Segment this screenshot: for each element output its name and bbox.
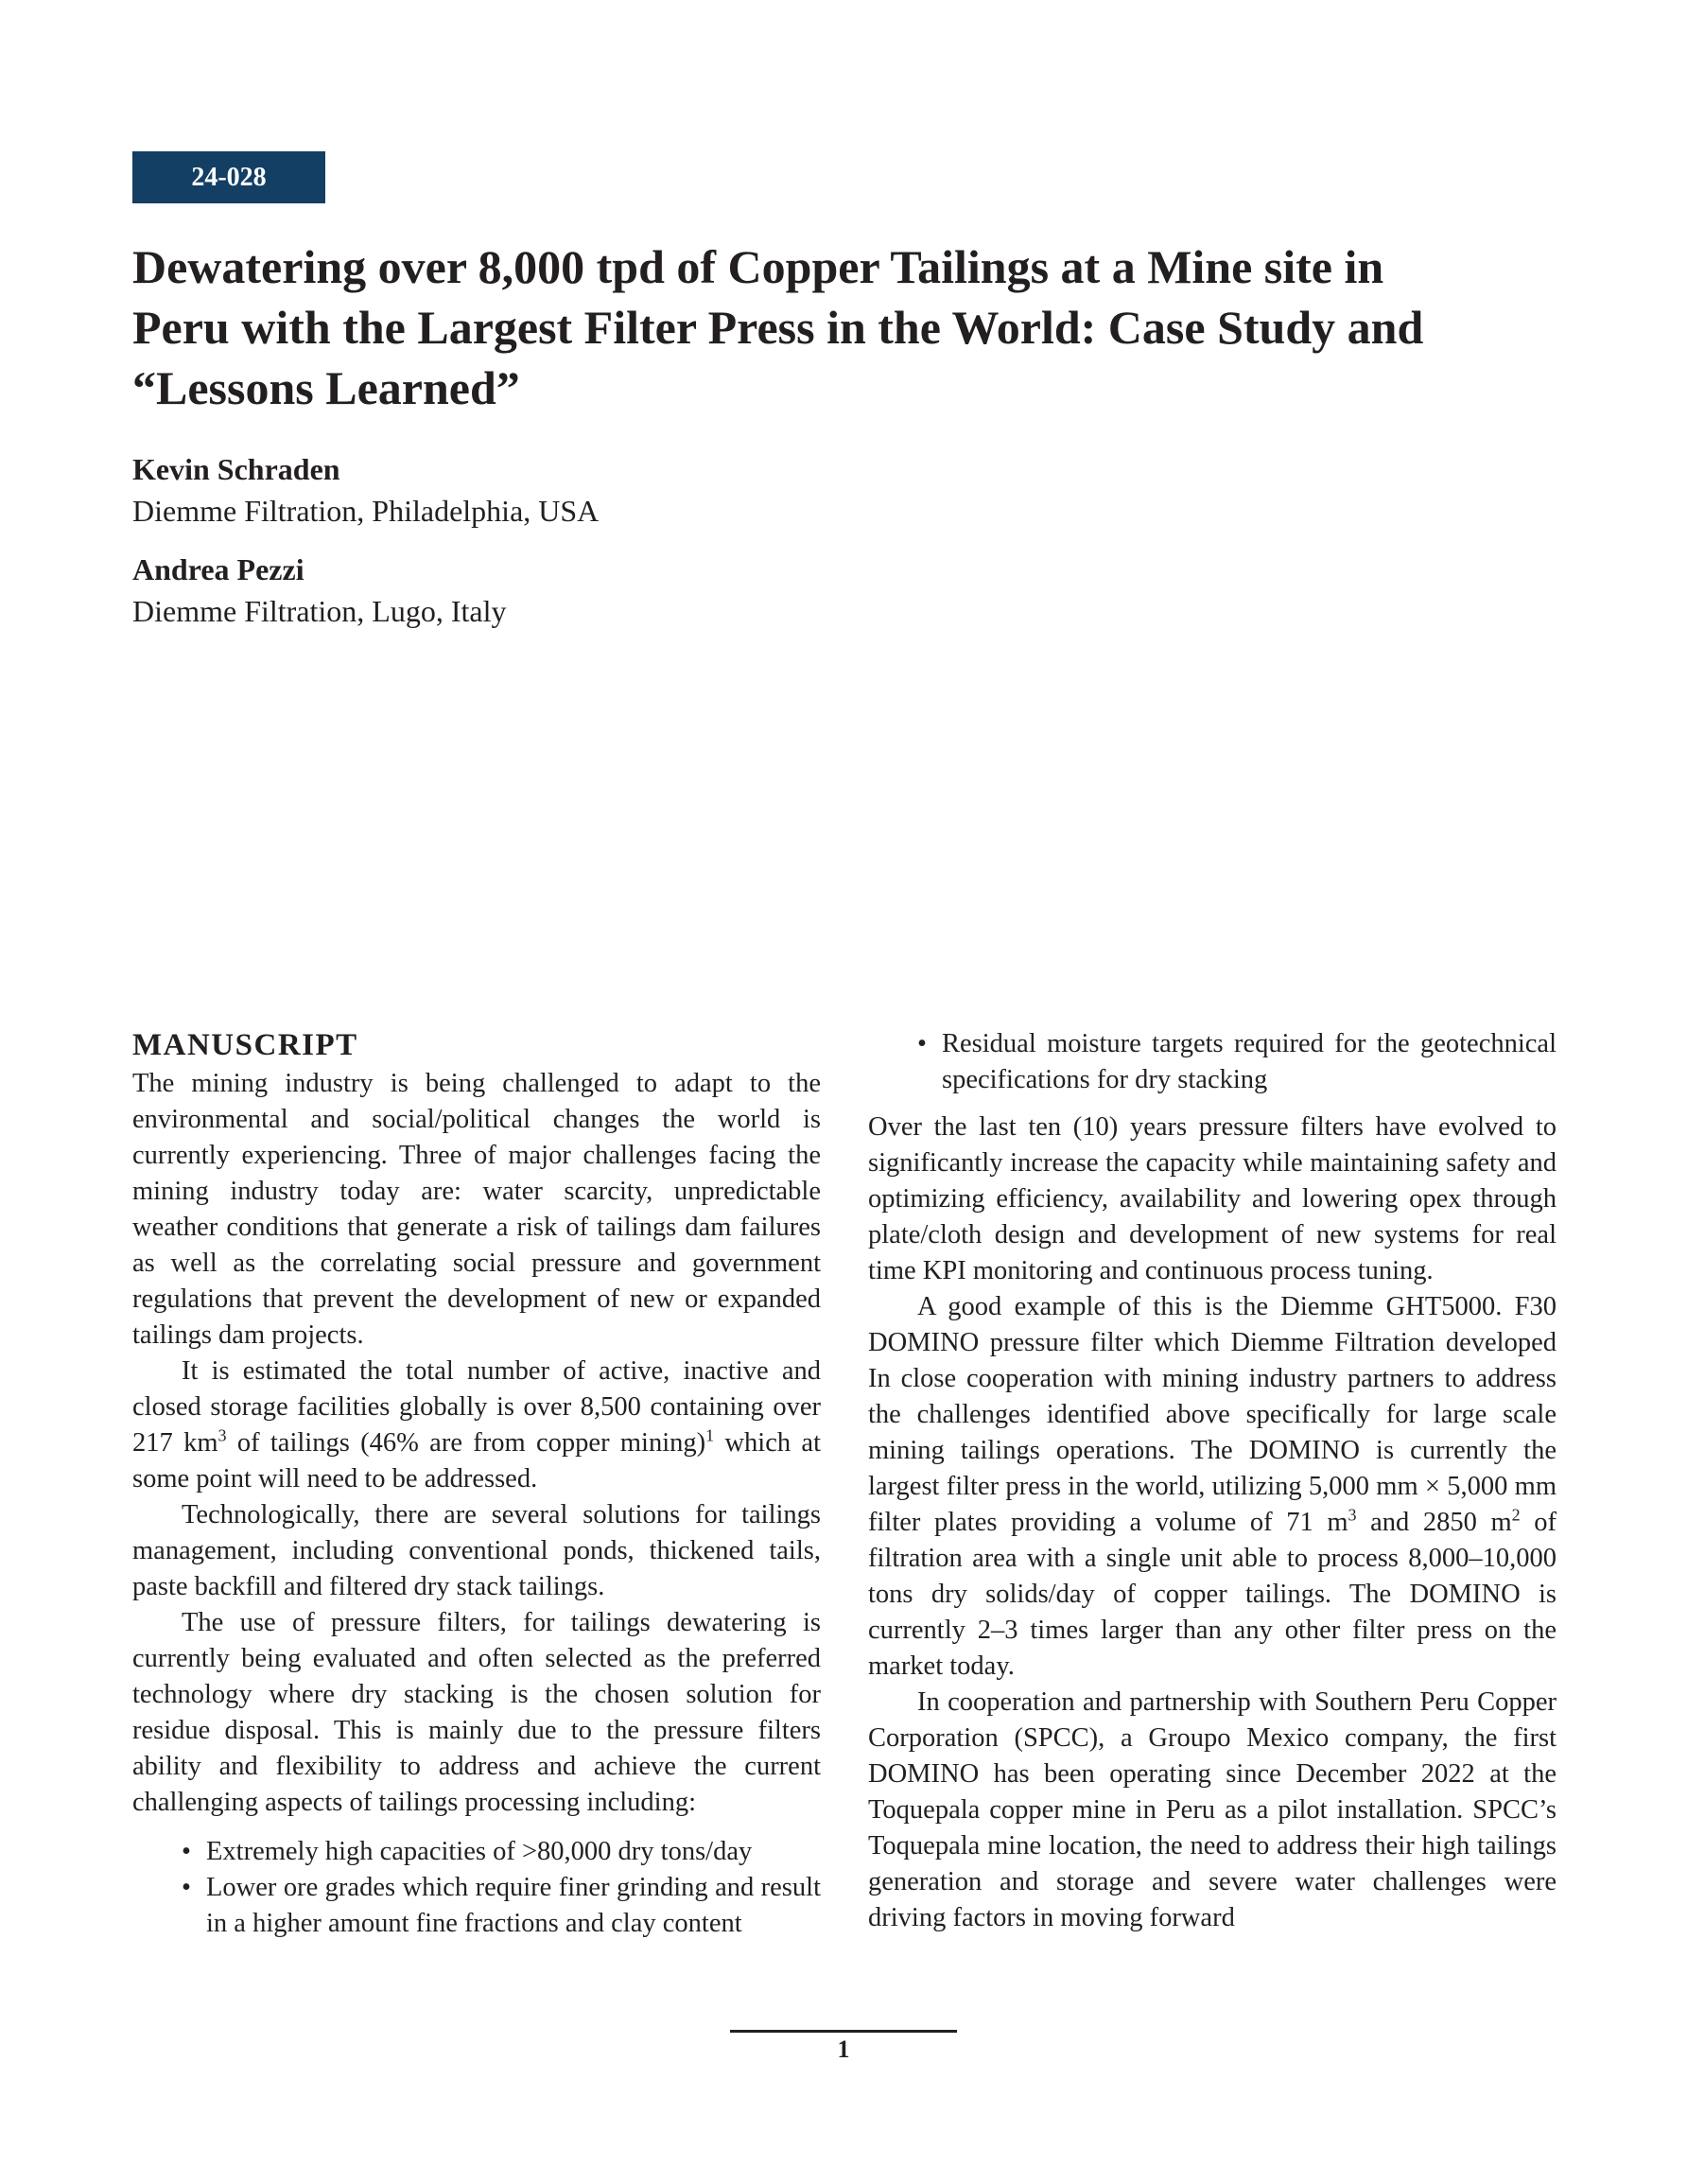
bullet-icon: • [182,1837,191,1866]
paper-number-badge: 24-028 [132,151,325,203]
paragraph: In cooperation and partnership with Southern Peru Copper Corporation (SPCC), a Groupo Mexico company, the first DOMINO has been operating since December 2022 at the Toquepala copper mine in Peru as a pilot installation. SPCC’s Toquepala mine location, the need to address their high tailings generation and storage and severe water challenges were driving factors in moving forward [868,1687,1557,1932]
author-affiliation: Diemme Filtration, Lugo, Italy [132,594,507,628]
author-name: Kevin Schraden [132,452,340,486]
paragraph: A good example of this is the Diemme GHT5000. F30 DOMINO pressure filter which Diemme Filtration developed In close cooperation with mining industry partners to address the challenges identified above specifically for large scale mining tailings operations. The DOMINO is currently the largest filter press in the world, utilizing 5,000 mm × 5,000 mm filter plates providing a volume of 71 $m^3$ and 2850 $m^2$ of filtration area with a single unit able to process 8,000–10,000 tons dry solids/day of copper tailings. The DOMINO is currently 2–3 times larger than any other filter press on the market today. [868,1292,1557,1681]
superscript: 3 [1348,1505,1357,1525]
bullet-icon: • [182,1873,191,1902]
paragraph: Over the last ten (10) years pressure filters have evolved to significantly increase the capacity while maintaining safety and optimizing efficiency, availability and lowering opex through plate/cloth design and development of new systems for real time KPI monitoring and continuous process tuning. [868,1112,1557,1285]
section-heading: MANUSCRIPT [132,1028,358,1062]
author-affiliation: Diemme Filtration, Philadelphia, USA [132,494,600,528]
list-item: • Extremely high capacities of >80,000 dry tons/day [206,1834,821,1870]
right-column [868,1026,1557,1936]
paper-title [132,236,1513,418]
title-line: Dewatering over 8,000 tpd of Copper Tailings at a Mine site in [132,240,1384,293]
title-line: “Lessons Learned” [132,361,520,414]
superscript: 3 [217,1425,227,1445]
paragraph: Technologically, there are several solutions for tailings management, including conventional ponds, thickened tails, paste backfill and filtered dry stack tailings. [132,1500,821,1601]
paragraph: The use of pressure filters, for tailings dewatering is currently being evaluated and often selected as the preferred technology where dry stacking is the chosen solution for residue disposal. This is mainly due to the pressure filters ability and flexibility to address and achieve the current challenging aspects of tailings processing including: [132,1608,821,1817]
author-name: Andrea Pezzi [132,552,304,586]
footer-rule [730,2030,957,2033]
bullet-list [132,1834,821,1942]
superscript: 2 [1511,1505,1521,1525]
list-item: • Lower ore grades which require finer grinding and result in a higher amount fine fractions and clay content [206,1870,821,1942]
paragraph: It is estimated the total number of active, inactive and closed storage facilities globally is over 8,500 containing over 217 $km^3$ of tailings (46% are from copper mining)$^1$ which at some point will need to be addressed. [132,1356,821,1494]
list-item: • Residual moisture targets required for the geotechnical specifications for dry stacking [942,1026,1557,1098]
page-number: 1 [837,2035,850,2063]
footnote-ref: 1 [705,1425,715,1445]
bullet-icon: • [917,1029,927,1058]
paragraph: The mining industry is being challenged to adapt to the environmental and social/political changes the world is currently experiencing. Three of major challenges facing the mining industry today are: water scarcity, unpredictable weather conditions that generate a risk of tailings dam failures as well as the correlating social pressure and government regulations that prevent the development of new or expanded tailings dam projects. [132,1069,821,1350]
bullet-list [868,1026,1557,1098]
left-column [132,1026,821,1942]
title-line: Peru with the Largest Filter Press in the World: Case Study and [132,301,1424,354]
